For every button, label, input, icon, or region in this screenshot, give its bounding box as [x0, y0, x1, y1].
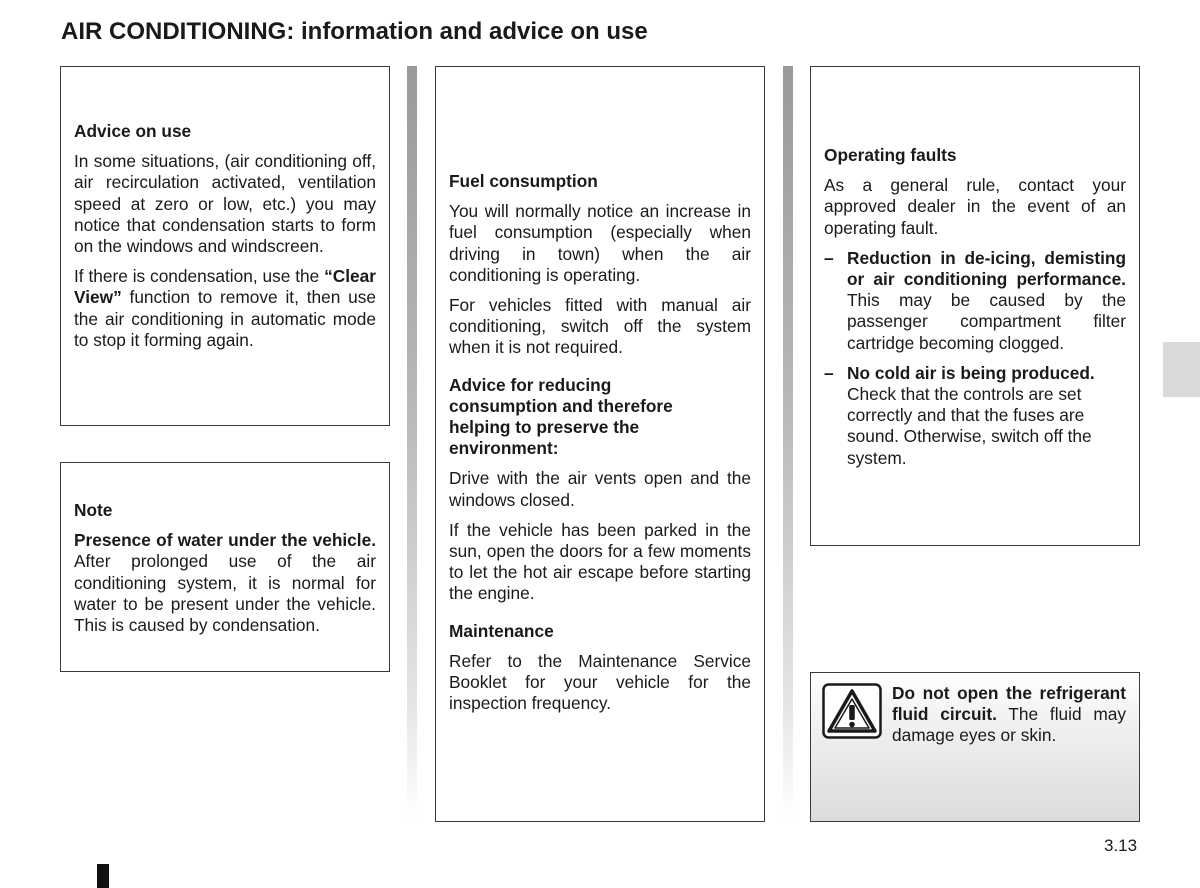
maintenance-paragraph: Refer to the Maintenance Service Booklet for your vehicle for the inspection frequency.: [449, 650, 751, 714]
fault-item: [824, 363, 1126, 469]
fuel-heading: Fuel consumption: [449, 171, 598, 191]
column-shadow-right: [783, 66, 793, 821]
advice-paragraph-2: [74, 266, 376, 351]
clear-view-label: “Clear View”: [74, 266, 376, 308]
advice-heading: Advice on use: [74, 121, 192, 141]
page-number: 3.13: [1104, 836, 1138, 855]
maintenance-heading: Maintenance: [449, 620, 554, 641]
fault-item-text: This may be caused by the passenger compartment filter cartridge becoming clogged.: [847, 290, 1126, 353]
reduce-consumption-heading: Advice for reducing consumption and therefore helping to preserve the environment:: [449, 374, 673, 459]
advice-box: [60, 66, 390, 426]
corner-mark: [97, 864, 109, 888]
section-tab: [1163, 342, 1200, 397]
fault-item-text: Check that the controls are set correctly and that the fuses are sound. Otherwise, switch off the system.: [847, 384, 1092, 468]
fault-item-dash: –: [824, 362, 834, 383]
fuel-paragraph-2: For vehicles fitted with manual air conditioning, switch off the system when it is not required.: [449, 295, 751, 358]
fuel-paragraph-4: If the vehicle has been parked in the sun, open the doors for a few moments to let the hot air escape before starting the engine.: [449, 519, 751, 604]
column-shadow-left: [407, 66, 417, 821]
warning-box: [810, 672, 1140, 822]
note-heading: Note: [74, 500, 113, 520]
warning-bold: Do not open the refrigerant fluid circuit.: [892, 683, 1126, 725]
page-title: AIR CONDITIONING: information and advice on use: [61, 18, 648, 45]
note-text: After prolonged use of the air conditioning system, it is normal for water to be present under the vehicle. This is caused by condensation.: [74, 551, 376, 636]
advice-paragraph-2-start: If there is condensation, use the: [74, 266, 325, 287]
warning-text: [892, 683, 1126, 747]
fuel-box: [435, 66, 765, 822]
fault-item: [824, 248, 1126, 354]
faults-box: [810, 66, 1140, 546]
warning-triangle-icon: [822, 683, 882, 739]
warning-plain: The fluid may damage eyes or skin.: [892, 704, 1127, 746]
fuel-paragraph-1: You will normally notice an increase in fuel consumption (especially when driving in town) when the air conditioning is operating.: [449, 201, 751, 285]
fault-item-dash: –: [824, 247, 834, 268]
note-paragraph: [74, 530, 376, 636]
faults-intro: As a general rule, contact your approved dealer in the event of an operating fault.: [824, 175, 1126, 238]
faults-heading: Operating faults: [824, 145, 957, 165]
fault-item-bold: Reduction in de-icing, demisting or air conditioning performance.: [847, 247, 1126, 290]
fault-item-bold: No cold air is being produced.: [847, 362, 1095, 383]
fuel-paragraph-3: Drive with the air vents open and the windows closed.: [449, 468, 751, 510]
advice-paragraph-1: In some situations, (air conditioning off, air recirculation activated, ventilation speed at zero or low, etc.) you may notice that condensation starts to form on the windows and windscreen.: [74, 151, 376, 257]
advice-paragraph-2-end: function to remove it, then use the air conditioning in automatic mode to stop it forming again.: [74, 287, 376, 350]
note-bold-lead: Presence of water under the vehicle.: [74, 530, 376, 551]
note-box: [60, 462, 390, 672]
